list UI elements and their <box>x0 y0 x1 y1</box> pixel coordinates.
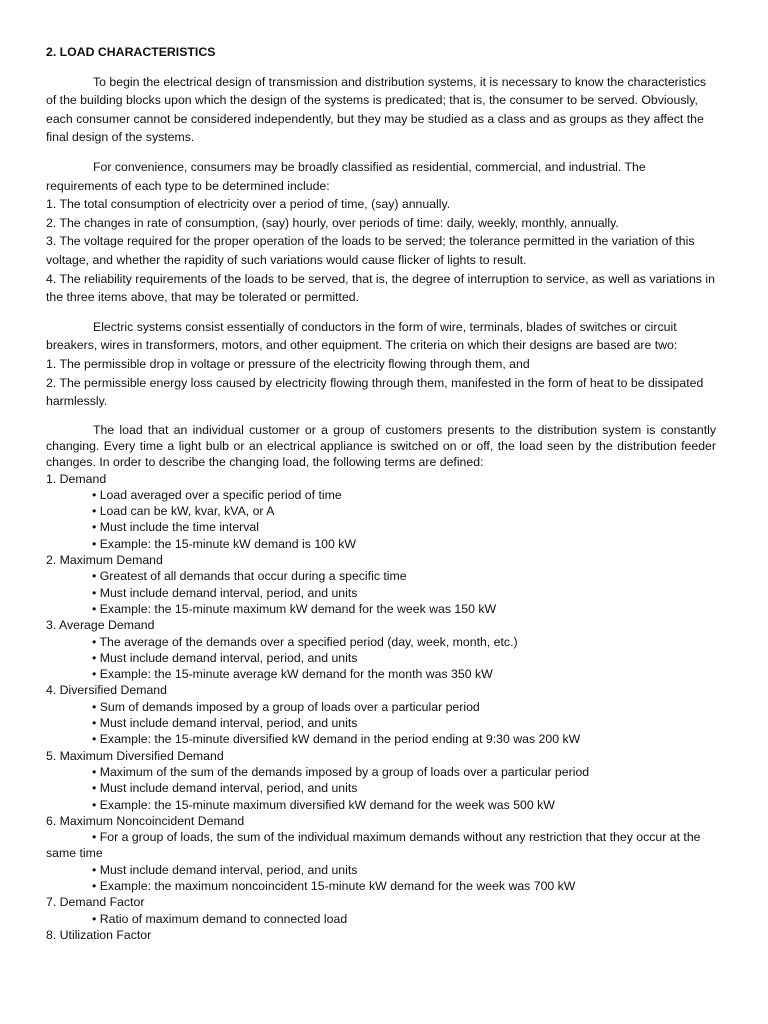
definition-bullets <box>46 568 716 617</box>
section-heading: 2. LOAD CHARACTERISTICS <box>46 45 216 59</box>
list-item: 1. The permissible drop in voltage or pressure of the electricity flowing through them, and <box>46 356 530 371</box>
list-item: 1. The total consumption of electricity over a period of time, (say) annually. <box>46 197 451 212</box>
bullet-item: • Example: the maximum noncoincident 15-minute kW demand for the week was 700 kW <box>92 879 576 893</box>
bullet-item: • Load can be kW, kvar, kVA, or A <box>92 504 275 519</box>
intro-paragraph: To begin the electrical design of transmission and distribution systems, it is necessary to know the characteristics of the building blocks upon which the design of the systems is predicated; that is, the consumer to be served. Obviously, each consumer cannot be considered independently, but they may be studied as a class and as groups as they affect the final design of the systems. <box>46 74 707 145</box>
definition-term: 4. Diversified Demand <box>46 683 167 698</box>
bullet-item: • Must include demand interval, period, and units <box>92 862 358 877</box>
definition-bullets <box>46 911 716 927</box>
bullet-item: • Must include the time interval <box>92 520 259 535</box>
bullet-item: • Must include demand interval, period, and units <box>92 716 358 731</box>
definition-term: 5. Maximum Diversified Demand <box>46 748 224 763</box>
list-item: 2. The permissible energy loss caused by electricity flowing through them, manifested in the form of heat to be dissipated harmlessly. <box>46 375 704 409</box>
bullet-item: • Sum of demands imposed by a group of loads over a particular period <box>92 699 480 714</box>
bullet-item: • Example: the 15-minute kW demand is 100 kW <box>92 536 357 551</box>
bullet-item: • Example: the 15-minute average kW demand for the month was 350 kW <box>92 667 493 682</box>
bullet-item: • Ratio of maximum demand to connected load <box>92 911 348 926</box>
list-item: 2. The changes in rate of consumption, (say) hourly, over periods of time: daily, weekly, monthly, annually. <box>46 215 619 230</box>
bullet-item: • For a group of loads, the sum of the individual maximum demands without any restriction that they occur at the same time <box>46 830 701 861</box>
criteria-list <box>46 355 716 411</box>
definition-term: 8. Utilization Factor <box>46 927 152 942</box>
definition-bullets <box>46 634 716 683</box>
definition-term: 6. Maximum Noncoincident Demand <box>46 813 245 828</box>
definition-bullets <box>46 829 716 894</box>
definition-bullets <box>46 764 716 813</box>
bullet-item: • Example: the 15-minute diversified kW demand in the period ending at 9:30 was 200 kW <box>92 732 581 747</box>
list-item: 4. The reliability requirements of the loads to be served, that is, the degree of interruption to service, as well as variations in the three items above, that may be tolerated or permitted. <box>46 271 715 305</box>
list-item: 3. The voltage required for the proper operation of the loads to be served; the tolerance permitted in the variation of this voltage, and whether the rapidity of such variations would cause flicker of lights to result. <box>46 234 695 267</box>
definition-term: 1. Demand <box>46 471 107 486</box>
bullet-item: • Must include demand interval, period, and units <box>92 585 358 600</box>
definition-bullets <box>46 699 716 748</box>
bullet-item: • Maximum of the sum of the demands imposed by a group of loads over a particular period <box>92 764 590 779</box>
bullet-item: • Example: the 15-minute maximum kW demand for the week was 150 kW <box>92 601 497 616</box>
definitions-list <box>46 471 716 944</box>
definition-term: 7. Demand Factor <box>46 895 145 910</box>
classification-paragraph: For convenience, consumers may be broadly classified as residential, commercial, and industrial. The requirements of each type to be determined include: <box>46 159 646 193</box>
bullet-item: • Load averaged over a specific period of time <box>92 487 342 502</box>
bullet-item: • The average of the demands over a specified period (day, week, month, etc.) <box>92 634 518 649</box>
systems-paragraph: Electric systems consist essentially of conductors in the form of wire, terminals, blades of switches or circuit breakers, wires in transformers, motors, and other equipment. The criteria on which their designs are based are two: <box>46 319 678 353</box>
bullet-item: • Must include demand interval, period, and units <box>92 781 358 796</box>
bullet-item: • Example: the 15-minute maximum diversified kW demand for the week was 500 kW <box>92 797 555 812</box>
requirements-list <box>46 195 716 307</box>
definition-term: 3. Average Demand <box>46 618 155 633</box>
load-paragraph: The load that an individual customer or a group of customers presents to the distribution system is constantly changing. Every time a light bulb or an electrical appliance is switched on or off, the load seen by the distribution feeder changes. In order to describe the changing load, the following terms are defined: <box>46 422 716 470</box>
bullet-item: • Greatest of all demands that occur during a specific time <box>92 569 407 584</box>
bullet-item: • Must include demand interval, period, and units <box>92 650 358 665</box>
definition-term: 2. Maximum Demand <box>46 553 163 568</box>
definition-bullets <box>46 487 716 552</box>
